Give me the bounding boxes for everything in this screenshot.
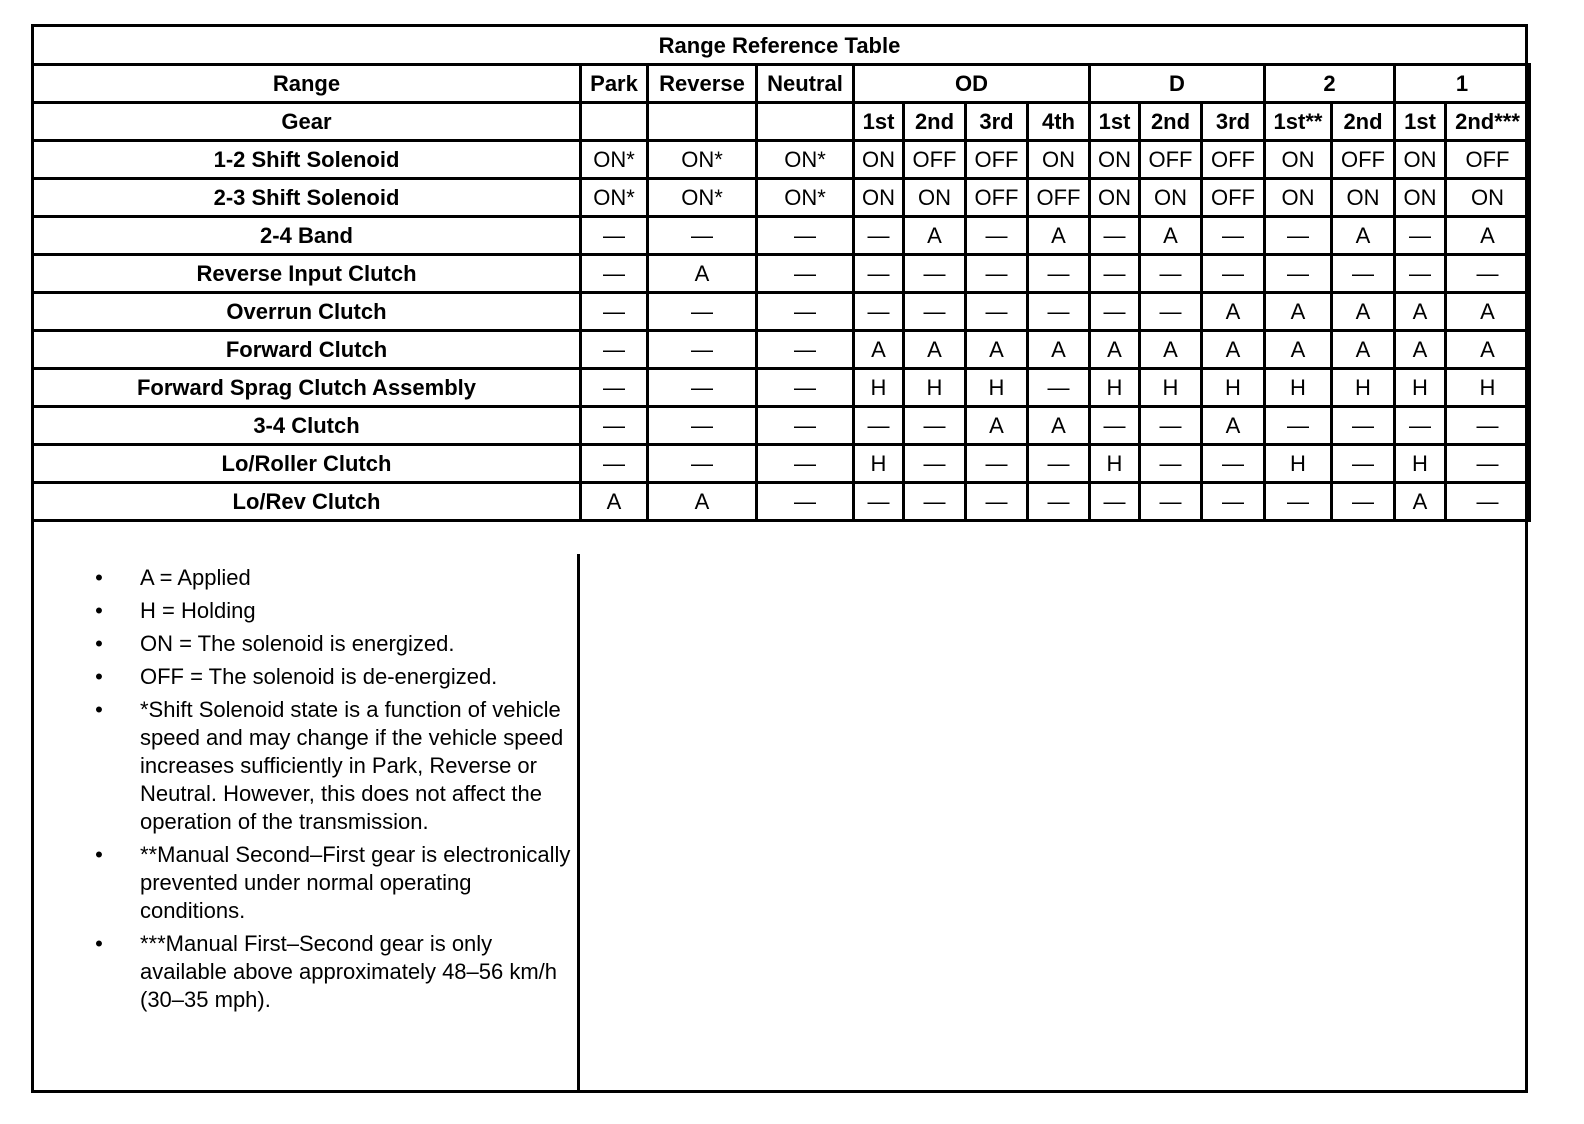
list-item [34, 663, 573, 691]
table-cell: — [1265, 217, 1332, 255]
table-cell: — [1446, 483, 1530, 521]
bullet-icon: • [95, 631, 103, 656]
table-cell: ON [1090, 179, 1140, 217]
table-cell: A [1265, 331, 1332, 369]
bullet-icon: • [95, 931, 103, 956]
table-cell: A [1202, 331, 1265, 369]
table-cell: — [1446, 445, 1530, 483]
table-cell: A [1446, 293, 1530, 331]
table-cell: H [854, 445, 904, 483]
table-cell: OFF [1202, 179, 1265, 217]
table-cell: ON* [757, 141, 854, 179]
row-label: Overrun Clutch [33, 293, 581, 331]
table-cell: — [854, 293, 904, 331]
table-cell: — [966, 445, 1028, 483]
table-cell: — [581, 255, 648, 293]
table-row [33, 179, 1530, 217]
table-cell: — [1028, 445, 1090, 483]
table-cell: H [1446, 369, 1530, 407]
table-cell: — [1090, 217, 1140, 255]
table-cell: ON* [581, 141, 648, 179]
table-row [33, 217, 1530, 255]
table-cell: — [648, 293, 757, 331]
table-cell: — [648, 217, 757, 255]
table-cell: A [966, 407, 1028, 445]
bullet-icon: • [95, 664, 103, 689]
table-cell: — [1090, 293, 1140, 331]
note-text: ON = The solenoid is energized. [140, 631, 455, 656]
gear-cell [581, 103, 648, 141]
table-cell: A [1202, 407, 1265, 445]
table-cell: — [1332, 483, 1395, 521]
table-title: Range Reference Table [31, 24, 1528, 66]
table-cell: — [757, 407, 854, 445]
table-cell: — [854, 407, 904, 445]
note-text: A = Applied [140, 565, 251, 590]
range-1: 1 [1395, 65, 1530, 103]
table-cell: OFF [1028, 179, 1090, 217]
table-cell: ON* [757, 179, 854, 217]
table-row [33, 445, 1530, 483]
table-cell: A [1332, 217, 1395, 255]
row-label: Lo/Roller Clutch [33, 445, 581, 483]
list-item [34, 930, 573, 1014]
table-row [33, 255, 1530, 293]
table-cell: — [854, 217, 904, 255]
table-cell: — [1140, 293, 1202, 331]
range-header-row [33, 65, 1530, 103]
gear-cell: 2nd [904, 103, 966, 141]
note-text: H = Holding [140, 598, 256, 623]
legend-notes [31, 554, 580, 1093]
table-cell: ON [1395, 179, 1446, 217]
table-cell: — [1028, 293, 1090, 331]
row-label: 3-4 Clutch [33, 407, 581, 445]
table-cell: — [1332, 255, 1395, 293]
list-item [34, 696, 573, 836]
range-neutral: Neutral [757, 65, 854, 103]
table-cell: — [966, 483, 1028, 521]
table-cell: A [1028, 407, 1090, 445]
table-cell: — [581, 217, 648, 255]
table-cell: — [1395, 217, 1446, 255]
table-cell: ON* [648, 141, 757, 179]
table-cell: ON [1028, 141, 1090, 179]
list-item [34, 630, 573, 658]
row-label: 2-3 Shift Solenoid [33, 179, 581, 217]
table-cell: — [1446, 255, 1530, 293]
table-cell: OFF [1202, 141, 1265, 179]
list-item [34, 597, 573, 625]
table-row [33, 293, 1530, 331]
table-cell: OFF [904, 141, 966, 179]
table-cell: — [757, 293, 854, 331]
table-cell: ON [1140, 179, 1202, 217]
table-cell: — [757, 331, 854, 369]
table-cell: H [1090, 369, 1140, 407]
table-cell: — [757, 255, 854, 293]
table-cell: ON [854, 179, 904, 217]
row-label: 2-4 Band [33, 217, 581, 255]
table-cell: H [1265, 369, 1332, 407]
table-cell: — [904, 407, 966, 445]
table-cell: — [1332, 407, 1395, 445]
bullet-icon: • [95, 842, 103, 867]
table-cell: — [1140, 445, 1202, 483]
gear-cell: 3rd [1202, 103, 1265, 141]
table-row [33, 407, 1530, 445]
table-cell: H [1140, 369, 1202, 407]
notes-list [34, 564, 573, 1014]
table-cell: H [1265, 445, 1332, 483]
table-cell: A [1332, 293, 1395, 331]
table-cell: ON [1265, 179, 1332, 217]
table-cell: — [854, 255, 904, 293]
row-label: Reverse Input Clutch [33, 255, 581, 293]
table-cell: — [1202, 483, 1265, 521]
table-cell: A [1140, 331, 1202, 369]
table-cell: OFF [1140, 141, 1202, 179]
table-cell: — [1265, 483, 1332, 521]
table-cell: — [1202, 255, 1265, 293]
row-label: 1-2 Shift Solenoid [33, 141, 581, 179]
table-cell: — [757, 445, 854, 483]
table-cell: H [966, 369, 1028, 407]
gear-cell [757, 103, 854, 141]
table-cell: ON [1395, 141, 1446, 179]
table-cell: A [1090, 331, 1140, 369]
table-cell: A [648, 483, 757, 521]
table-cell: A [648, 255, 757, 293]
table-cell: — [1028, 369, 1090, 407]
table-cell: — [1140, 483, 1202, 521]
table-cell: A [1140, 217, 1202, 255]
table-cell: — [854, 483, 904, 521]
table-cell: OFF [966, 179, 1028, 217]
table-cell: ON [1332, 179, 1395, 217]
note-text: ***Manual First–Second gear is only available above approximately 48–56 km/h (30–35 mph). [140, 931, 558, 1012]
table-cell: — [648, 331, 757, 369]
table-cell: A [1446, 331, 1530, 369]
range-reference-table [31, 63, 1531, 522]
note-text: *Shift Solenoid state is a function of vehicle speed and may change if the vehicle speed increases sufficiently in Park, Reverse or Neutral. However, this does not affect the operation of the transmission. [140, 697, 564, 834]
table-cell: — [1202, 445, 1265, 483]
bullet-icon: • [95, 697, 103, 722]
table-cell: H [854, 369, 904, 407]
table-cell: — [581, 445, 648, 483]
table-cell: — [904, 293, 966, 331]
table-cell: A [904, 217, 966, 255]
table-cell: — [966, 217, 1028, 255]
table-cell: OFF [1446, 141, 1530, 179]
table-cell: A [966, 331, 1028, 369]
table-cell: — [1140, 255, 1202, 293]
table-cell: — [966, 293, 1028, 331]
table-cell: A [1028, 217, 1090, 255]
gear-cell: 2nd [1332, 103, 1395, 141]
table-cell: — [1265, 255, 1332, 293]
list-item [34, 841, 573, 925]
bullet-icon: • [95, 565, 103, 590]
table-cell: A [854, 331, 904, 369]
table-cell: — [1202, 217, 1265, 255]
table-cell: — [581, 369, 648, 407]
table-cell: A [1265, 293, 1332, 331]
note-text: OFF = The solenoid is de-energized. [140, 664, 498, 689]
table-cell: — [904, 445, 966, 483]
table-cell: A [904, 331, 966, 369]
range-reverse: Reverse [648, 65, 757, 103]
range-label: Range [33, 65, 581, 103]
table-cell: ON* [648, 179, 757, 217]
table-cell: — [1090, 407, 1140, 445]
gear-cell: 4th [1028, 103, 1090, 141]
list-item [34, 564, 573, 592]
table-cell: ON [1265, 141, 1332, 179]
gear-cell: 1st [1395, 103, 1446, 141]
gear-cell: 1st [1090, 103, 1140, 141]
bullet-icon: • [95, 598, 103, 623]
note-text: **Manual Second–First gear is electronically prevented under normal operating conditions. [140, 842, 571, 923]
table-cell: — [581, 407, 648, 445]
table-cell: ON [854, 141, 904, 179]
table-cell: — [1090, 255, 1140, 293]
table-cell: H [1395, 369, 1446, 407]
table-cell: ON [1090, 141, 1140, 179]
gear-cell: 1st** [1265, 103, 1332, 141]
table-cell: — [648, 407, 757, 445]
range-park: Park [581, 65, 648, 103]
table-cell: — [1395, 255, 1446, 293]
table-cell: A [1395, 293, 1446, 331]
table-cell: — [1090, 483, 1140, 521]
table-cell: — [757, 217, 854, 255]
table-cell: — [1265, 407, 1332, 445]
table-cell: — [757, 483, 854, 521]
table-cell: H [1332, 369, 1395, 407]
table-cell: OFF [1332, 141, 1395, 179]
table-cell: — [648, 369, 757, 407]
table-cell: H [1202, 369, 1265, 407]
table-cell: A [1395, 483, 1446, 521]
table-cell: ON* [581, 179, 648, 217]
range-d: D [1090, 65, 1265, 103]
row-label: Forward Clutch [33, 331, 581, 369]
table-cell: — [757, 369, 854, 407]
table-cell: — [966, 255, 1028, 293]
table-cell: A [581, 483, 648, 521]
table-cell: — [648, 445, 757, 483]
row-label: Gear [33, 103, 581, 141]
range-od: OD [854, 65, 1090, 103]
row-label: Forward Sprag Clutch Assembly [33, 369, 581, 407]
gear-cell [648, 103, 757, 141]
table-cell: — [581, 293, 648, 331]
table-cell: — [1028, 483, 1090, 521]
table-cell: — [1395, 407, 1446, 445]
table-cell: — [1446, 407, 1530, 445]
table-cell: ON [904, 179, 966, 217]
table-cell: OFF [966, 141, 1028, 179]
table-row [33, 331, 1530, 369]
table-cell: — [904, 483, 966, 521]
gear-cell: 2nd [1140, 103, 1202, 141]
gear-cell: 3rd [966, 103, 1028, 141]
table-cell: A [1332, 331, 1395, 369]
table-cell: H [1090, 445, 1140, 483]
table-cell: — [1028, 255, 1090, 293]
range-2: 2 [1265, 65, 1395, 103]
table-cell: — [581, 331, 648, 369]
table-row [33, 483, 1530, 521]
table-cell: A [1395, 331, 1446, 369]
table-cell: A [1202, 293, 1265, 331]
table-cell: H [1395, 445, 1446, 483]
gear-row [33, 103, 1530, 141]
table-row [33, 141, 1530, 179]
table-cell: A [1446, 217, 1530, 255]
table-cell: — [1332, 445, 1395, 483]
table-cell: A [1028, 331, 1090, 369]
table-cell: — [904, 255, 966, 293]
row-label: Lo/Rev Clutch [33, 483, 581, 521]
table-cell: — [1140, 407, 1202, 445]
table-cell: ON [1446, 179, 1530, 217]
table-row [33, 369, 1530, 407]
gear-cell: 1st [854, 103, 904, 141]
table-cell: H [904, 369, 966, 407]
gear-cell: 2nd*** [1446, 103, 1530, 141]
